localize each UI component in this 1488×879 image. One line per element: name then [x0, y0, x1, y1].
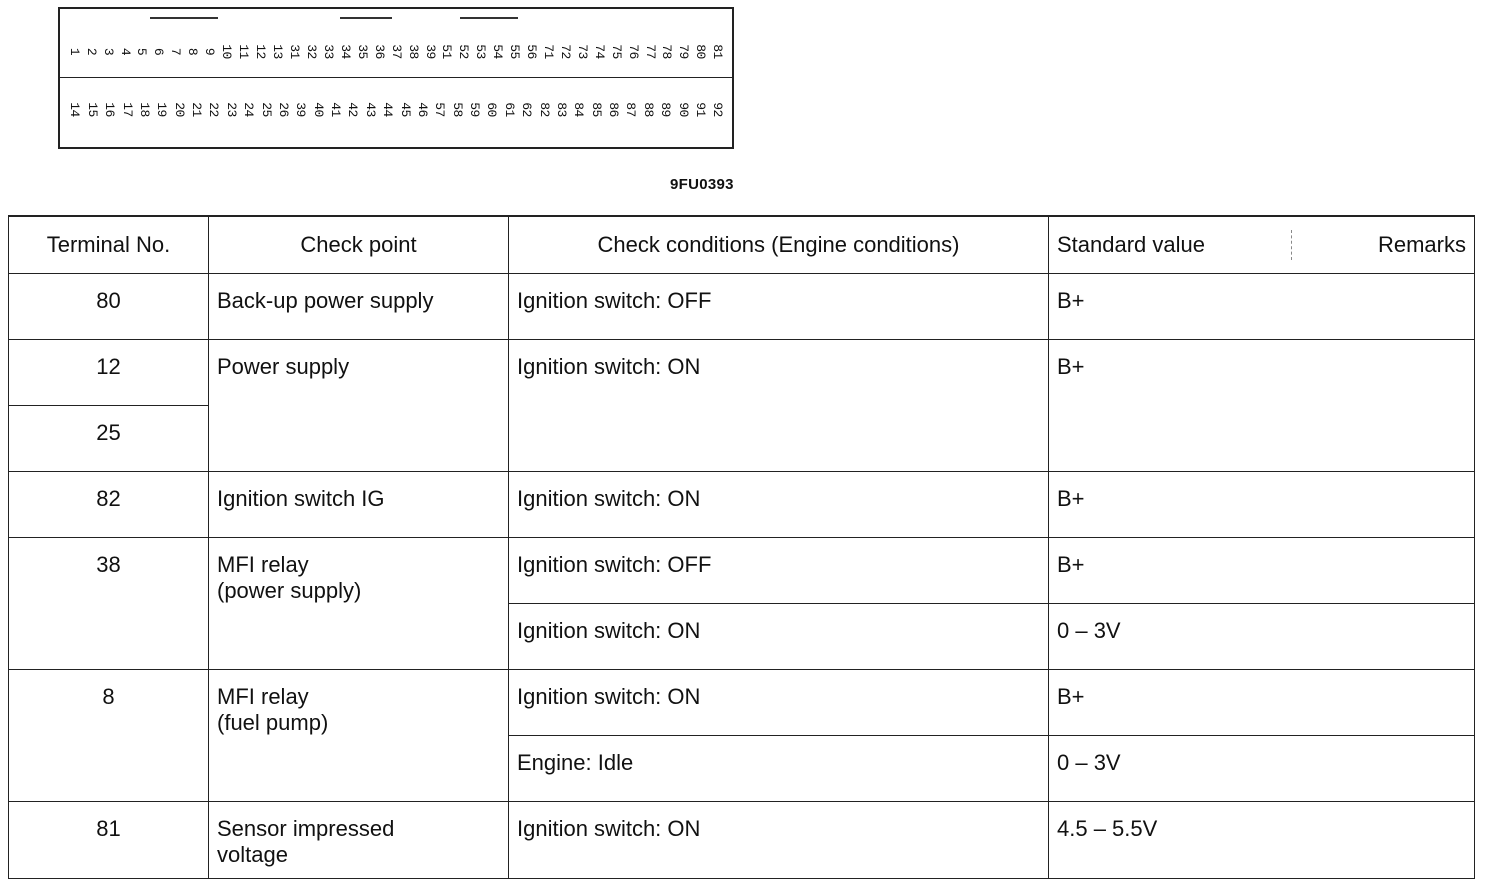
pin-number: 45: [397, 101, 413, 117]
connector-pin: [66, 27, 83, 75]
connector-pin: [327, 85, 344, 133]
pin-number: 35: [354, 43, 370, 59]
check-point-line: MFI relay: [217, 552, 309, 577]
connector-pin: [170, 85, 187, 133]
connector-key: [150, 17, 218, 23]
pin-number: 33: [320, 43, 336, 59]
connector-diagram: [58, 7, 734, 149]
connector-pin: [83, 85, 100, 133]
standard-cell: 0 – 3V: [1049, 736, 1475, 802]
connector-pin: [709, 85, 726, 133]
pin-number: 36: [371, 43, 387, 59]
header-conditions: Check conditions (Engine conditions): [509, 216, 1049, 274]
pin-number: 16: [101, 101, 117, 117]
pin-number: 12: [253, 43, 269, 59]
connector-pin: [404, 27, 421, 75]
standard-cell: B+: [1049, 538, 1475, 604]
condition-cell: Ignition switch: ON: [509, 802, 1049, 879]
pin-number: 21: [188, 101, 204, 117]
pin-number: 71: [540, 43, 556, 59]
pin-number: 62: [518, 101, 534, 117]
connector-pin: [151, 27, 168, 75]
connector-pin: [153, 85, 170, 133]
connector-pin: [455, 27, 472, 75]
header-remarks: Remarks: [1377, 232, 1466, 257]
condition-cell: Ignition switch: ON: [509, 340, 1049, 472]
connector-pin: [658, 27, 675, 75]
connector-pin: [523, 27, 540, 75]
pin-number: 61: [501, 101, 517, 117]
check-point-line: (fuel pump): [217, 710, 329, 735]
pin-number: 24: [240, 101, 256, 117]
pin-number: 31: [286, 43, 302, 59]
pin-number: 60: [484, 101, 500, 117]
connector-pin: [553, 85, 570, 133]
pin-number: 87: [623, 101, 639, 117]
connector-pin: [118, 85, 135, 133]
terminal-cell: 81: [9, 802, 209, 879]
connector-pin: [674, 85, 691, 133]
connector-pin: [361, 85, 378, 133]
connector-pin: [466, 85, 483, 133]
connector-pin: [188, 85, 205, 133]
check-point-line: (power supply): [217, 578, 362, 603]
pin-number: 84: [571, 101, 587, 117]
connector-pin: [371, 27, 388, 75]
connector-pin: [641, 27, 658, 75]
connector-pin: [222, 85, 239, 133]
pin-number: 3: [100, 47, 116, 55]
connector-pin: [414, 85, 431, 133]
pin-number: 59: [466, 101, 482, 117]
pin-number: 2: [83, 47, 99, 55]
pin-number: 40: [310, 101, 326, 117]
pin-number: 43: [362, 101, 378, 117]
connector-pin: [252, 27, 269, 75]
terminal-cell: 12: [9, 340, 209, 406]
pin-number: 75: [608, 43, 624, 59]
header-terminal: Terminal No.: [9, 216, 209, 274]
connector-pin: [489, 27, 506, 75]
condition-cell: Ignition switch: ON: [509, 604, 1049, 670]
pin-number: 56: [523, 43, 539, 59]
pin-number: 37: [388, 43, 404, 59]
pin-number: 76: [625, 43, 641, 59]
pin-number: 14: [67, 101, 83, 117]
connector-pin: [483, 85, 500, 133]
pin-number: 6: [151, 47, 167, 55]
pin-number: 20: [171, 101, 187, 117]
connector-pin: [500, 85, 517, 133]
pin-number: 10: [219, 43, 235, 59]
header-check-point: Check point: [209, 216, 509, 274]
pin-number: 57: [432, 101, 448, 117]
connector-pin: [337, 27, 354, 75]
pin-number: 23: [223, 101, 239, 117]
pin-number: 85: [588, 101, 604, 117]
figure-caption: 9FU0393: [670, 176, 734, 193]
check-point-cell: [209, 670, 509, 802]
pin-number: 52: [456, 43, 472, 59]
terminal-cell: 82: [9, 472, 209, 538]
connector-pin: [518, 85, 535, 133]
condition-cell: Engine: Idle: [509, 736, 1049, 802]
table-row: [9, 274, 1475, 340]
check-point-line: MFI relay: [217, 684, 309, 709]
table-row: [9, 802, 1475, 879]
terminal-cell: 80: [9, 274, 209, 340]
pin-number: 41: [327, 101, 343, 117]
standard-cell: B+: [1049, 340, 1475, 472]
pin-number: 74: [591, 43, 607, 59]
pin-number: 42: [345, 101, 361, 117]
connector-pin: [344, 85, 361, 133]
pin-number: 89: [657, 101, 673, 117]
connector-pin: [309, 85, 326, 133]
connector-pin: [438, 27, 455, 75]
pin-number: 38: [405, 43, 421, 59]
connector-pin: [257, 85, 274, 133]
terminal-check-table: [8, 215, 1475, 879]
connector-pin: [136, 85, 153, 133]
pin-number: 13: [270, 43, 286, 59]
connector-pin: [240, 85, 257, 133]
condition-cell: Ignition switch: ON: [509, 472, 1049, 538]
pin-number: 73: [574, 43, 590, 59]
pin-number: 5: [134, 47, 150, 55]
pin-number: 55: [506, 43, 522, 59]
connector-pin: [431, 85, 448, 133]
header-standard: Standard value: [1057, 232, 1205, 257]
header-separator: [1291, 230, 1292, 260]
condition-cell: Ignition switch: ON: [509, 670, 1049, 736]
terminal-cell: 38: [9, 538, 209, 670]
condition-cell: Ignition switch: OFF: [509, 538, 1049, 604]
pin-number: 78: [659, 43, 675, 59]
connector-pin: [506, 27, 523, 75]
connector-pin: [388, 27, 405, 75]
standard-cell: 0 – 3V: [1049, 604, 1475, 670]
connector-pin: [201, 27, 218, 75]
pin-number: 1: [66, 47, 82, 55]
connector-pin: [675, 27, 692, 75]
pin-number: 26: [275, 101, 291, 117]
pin-number: 90: [675, 101, 691, 117]
connector-top-row: [66, 27, 726, 75]
connector-pin: [472, 27, 489, 75]
pin-number: 22: [206, 101, 222, 117]
connector-pin: [421, 27, 438, 75]
pin-number: 88: [640, 101, 656, 117]
terminal-cell: 8: [9, 670, 209, 802]
pin-number: 7: [168, 47, 184, 55]
connector-pin: [574, 27, 591, 75]
connector-pin: [184, 27, 201, 75]
pin-number: 34: [337, 43, 353, 59]
connector-key: [460, 17, 518, 23]
standard-cell: B+: [1049, 670, 1475, 736]
table-header-row: [9, 216, 1475, 274]
pin-number: 72: [557, 43, 573, 59]
standard-cell: B+: [1049, 274, 1475, 340]
pin-number: 82: [536, 101, 552, 117]
check-point-cell: Ignition switch IG: [209, 472, 509, 538]
pin-number: 92: [710, 101, 726, 117]
connector-pin: [557, 27, 574, 75]
connector-pin: [292, 85, 309, 133]
connector-pin: [269, 27, 286, 75]
check-point-line: Sensor impressed: [217, 816, 395, 841]
pin-number: 44: [379, 101, 395, 117]
check-point-cell: [209, 538, 509, 670]
connector-pin: [622, 85, 639, 133]
check-point-cell: Power supply: [209, 340, 509, 472]
pin-number: 58: [449, 101, 465, 117]
pin-number: 46: [414, 101, 430, 117]
connector-pin: [608, 27, 625, 75]
pin-number: 15: [84, 101, 100, 117]
connector-pin: [587, 85, 604, 133]
table-row: [9, 340, 1475, 406]
connector-pin: [205, 85, 222, 133]
connector-key: [340, 17, 392, 23]
connector-pin: [396, 85, 413, 133]
pin-number: 9: [202, 47, 218, 55]
connector-pin: [303, 27, 320, 75]
connector-pin: [354, 27, 371, 75]
condition-cell: Ignition switch: OFF: [509, 274, 1049, 340]
connector-pin: [624, 27, 641, 75]
pin-number: 83: [553, 101, 569, 117]
pin-number: 51: [439, 43, 455, 59]
pin-number: 54: [490, 43, 506, 59]
connector-pin: [275, 85, 292, 133]
table-row: [9, 472, 1475, 538]
connector-pin: [235, 27, 252, 75]
pin-number: 32: [303, 43, 319, 59]
pin-number: 25: [258, 101, 274, 117]
pin-number: 80: [693, 43, 709, 59]
standard-cell: B+: [1049, 472, 1475, 538]
pin-number: 86: [605, 101, 621, 117]
pin-number: 53: [473, 43, 489, 59]
pin-number: 81: [709, 43, 725, 59]
connector-pin: [692, 27, 709, 75]
table-row: [9, 538, 1475, 604]
header-standard-remarks: [1049, 216, 1475, 274]
connector-pin: [692, 85, 709, 133]
pin-number: 18: [136, 101, 152, 117]
connector-pin: [540, 27, 557, 75]
pin-number: 17: [119, 101, 135, 117]
connector-pin: [117, 27, 134, 75]
pin-number: 39: [422, 43, 438, 59]
connector-pin: [570, 85, 587, 133]
pin-number: 77: [642, 43, 658, 59]
connector-pin: [218, 27, 235, 75]
connector-pin: [100, 27, 117, 75]
standard-cell: 4.5 – 5.5V: [1049, 802, 1475, 879]
pin-number: 79: [676, 43, 692, 59]
connector-pin: [101, 85, 118, 133]
pin-number: 19: [154, 101, 170, 117]
connector-pin: [320, 27, 337, 75]
pin-number: 8: [185, 47, 201, 55]
table-row: [9, 670, 1475, 736]
check-point-line: voltage: [217, 842, 288, 867]
pin-number: 4: [117, 47, 133, 55]
connector-pin: [168, 27, 185, 75]
connector-pin: [134, 27, 151, 75]
connector-pin: [709, 27, 726, 75]
pin-number: 91: [692, 101, 708, 117]
connector-pin: [286, 27, 303, 75]
connector-divider: [60, 77, 732, 78]
connector-bottom-row: [66, 85, 726, 133]
connector-pin: [591, 27, 608, 75]
check-point-cell: Back-up power supply: [209, 274, 509, 340]
connector-pin: [379, 85, 396, 133]
connector-pin: [657, 85, 674, 133]
connector-pin: [448, 85, 465, 133]
connector-pin: [605, 85, 622, 133]
connector-pin: [639, 85, 656, 133]
pin-number: 39: [293, 101, 309, 117]
check-point-cell: [209, 802, 509, 879]
connector-pin: [66, 85, 83, 133]
terminal-cell: 25: [9, 406, 209, 472]
connector-pin: [83, 27, 100, 75]
connector-pin: [535, 85, 552, 133]
pin-number: 11: [236, 43, 252, 59]
